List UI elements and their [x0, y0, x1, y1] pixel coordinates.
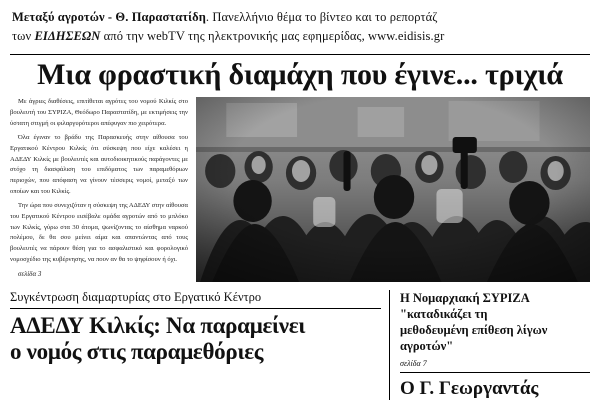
teaser-line2-start: των: [12, 29, 35, 44]
teaser-lead-rest: . Πανελλήνιο θέμα το βίντεο και το ρεπορτάζ: [205, 10, 438, 24]
teaser-line2-rest: από την webTV της ηλεκτρονικής μας εφημερίδας, www.eidisis.gr: [100, 29, 445, 44]
lead-story-block: [10, 97, 590, 284]
teaser-line2-emphasis: ΕΙΔΗΣΕΩΝ: [34, 29, 101, 44]
secondary-headline: [10, 313, 381, 365]
article-paragraph: Την ώρα που συνεχιζόταν η σύσκεψη της ΑΔΕΔΥ στην αίθουσα του Εργατικού Κέντρου εισέβαλε ομάδα αγροτών από το μπλόκο των Κιλκίς, γύρω στα 30 άτομα, ψωνίζοντας το αίσθημα ναρκού πολέμου, δε θα σου μείνει αίμα και απαντώντας από τους βουλευτές να πάρουν θέση για το ασφαλιστικό και φορολογικό νομοσχέδιο της κυβέρνησης, να πουν αν θα το ψηφίσουν ή όχι.: [10, 202, 188, 263]
lead-photo: [196, 97, 590, 282]
top-teaser: [10, 6, 590, 51]
right-small-headline: [400, 290, 590, 355]
right-small-headline-line1: Η Νομαρχιακή ΣΥΡΙΖΑ "καταδικάζει τη: [400, 290, 530, 321]
right-big-headline: Ο Γ. Γεωργαντάς: [400, 377, 539, 399]
right-page-reference: σελίδα 7: [400, 358, 427, 368]
right-column: [400, 290, 590, 400]
teaser-lead-bold: Μεταξύ αγροτών - Θ. Παραστατίδη: [12, 10, 206, 24]
divider-secondary: [10, 308, 381, 309]
article-paragraph: Όλα έγιναν το βράδυ της Παρασκευής στην αίθουσα του Εργατικού Κέντρου Κιλκίς ότι σύσκεψη που είχε καλέσει η ΑΔΕΔΥ Κιλκίς με βουλευτές και αυτοδιοικητικούς παράγοντες με στόχο τη διασφάλιση του επιδόματος των παραμεθόριων περιοχών, που απόφαση να γίνουν τέσσερις νομοί, μεταξύ των οποίων και του Κιλκίς.: [10, 134, 188, 195]
article-paragraph: Με άγριες διαθέσεις, επιτίθεται αγρότες του νομού Κιλκίς στο βουλευτή του ΣΥΡΙΖΑ, Θεόδωρο Παραστατίδη, με εκτιμήσεις την ύστατη στιγμή οι φιλαργυρότεροι απέφυγαν πιο χειρότερα.: [10, 98, 188, 127]
secondary-story: [10, 290, 390, 400]
article-text-column: [10, 97, 188, 284]
secondary-kicker: Συγκέντρωση διαμαρτυρίας στο Εργατικό Κέντρο: [10, 289, 262, 304]
lead-photo-graphic: [196, 97, 590, 282]
article-page-reference: σελίδα 3: [18, 270, 42, 279]
right-small-headline-line2: μεθοδευμένη επίθεση λίγων αγροτών": [400, 323, 548, 354]
divider-top: [10, 54, 590, 55]
secondary-headline-line1: ΑΔΕΔΥ Κιλκίς: Να παραμείνει: [10, 313, 306, 339]
divider-right: [400, 372, 590, 373]
secondary-headline-line2: ο νομός στις παραμεθόριες: [10, 339, 264, 365]
page-title: Μια φραστική διαμάχη που έγινε... τριχιά: [37, 57, 563, 91]
lower-section: [10, 290, 590, 400]
